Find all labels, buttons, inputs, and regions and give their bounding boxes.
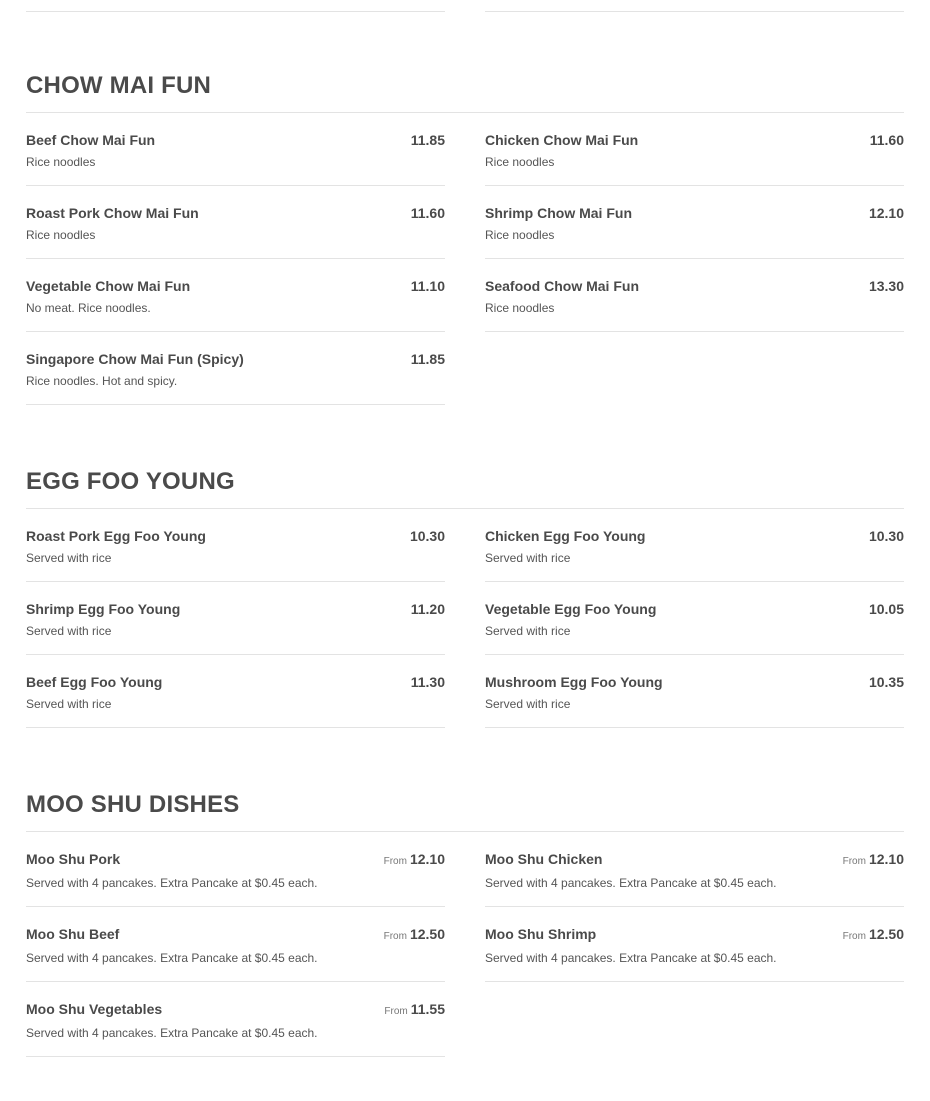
price-from-label: From (842, 856, 866, 867)
item-name: Seafood Chow Mai Fun (485, 278, 639, 294)
item-name: Roast Pork Egg Foo Young (26, 528, 206, 544)
item-description: Rice noodles (485, 155, 555, 169)
item-name: Moo Shu Chicken (485, 851, 603, 867)
menu-item[interactable] (26, 332, 445, 405)
item-price: 11.85 (410, 132, 445, 148)
menu-item[interactable] (485, 582, 904, 655)
menu-section-moo-shu-dishes (26, 791, 904, 1057)
menu-item[interactable] (485, 655, 904, 728)
section-title: CHOW MAI FUN (26, 72, 212, 99)
divider-left (26, 11, 445, 12)
item-name: Moo Shu Shrimp (485, 926, 597, 942)
item-description: Rice noodles. Hot and spicy. (26, 374, 178, 388)
item-name: Mushroom Egg Foo Young (485, 674, 663, 690)
section-title: EGG FOO YOUNG (26, 468, 235, 495)
price-from-label: From (383, 931, 407, 942)
item-price: 11.30 (410, 674, 445, 690)
item-name: Moo Shu Beef (26, 926, 120, 942)
item-price: 10.30 (868, 528, 904, 544)
item-price: 11.85 (410, 351, 445, 367)
item-name: Chicken Chow Mai Fun (485, 132, 639, 148)
item-description: Served with rice (26, 551, 112, 565)
menu-item[interactable] (26, 186, 445, 259)
price-value: 12.50 (868, 926, 904, 942)
item-name: Moo Shu Vegetables (26, 1001, 163, 1017)
menu-item[interactable] (26, 832, 445, 907)
item-name: Beef Chow Mai Fun (26, 132, 156, 148)
price-value: 12.10 (409, 851, 445, 867)
item-price: 10.30 (409, 528, 445, 544)
menu-item-grid (26, 113, 904, 405)
price-from-label: From (842, 931, 866, 942)
item-description: Rice noodles (26, 155, 96, 169)
item-description: Rice noodles (26, 228, 96, 242)
menu-item-grid (26, 832, 904, 1057)
item-price: 11.60 (410, 205, 445, 221)
item-price (384, 851, 445, 867)
menu-item[interactable] (485, 113, 904, 186)
item-description: Served with rice (26, 697, 112, 711)
item-price: 10.35 (868, 674, 904, 690)
item-price (843, 926, 904, 942)
menu-item[interactable] (26, 907, 445, 982)
menu-item[interactable] (26, 113, 445, 186)
item-price: 10.05 (868, 601, 904, 617)
menu-item[interactable] (26, 259, 445, 332)
price-from-label: From (384, 1006, 408, 1017)
item-price (843, 851, 904, 867)
item-name: Shrimp Egg Foo Young (26, 601, 181, 617)
price-from-label: From (383, 856, 407, 867)
item-price: 11.10 (410, 278, 445, 294)
menu-item[interactable] (26, 655, 445, 728)
menu-section-chow-mai-fun (26, 72, 904, 405)
item-name: Roast Pork Chow Mai Fun (26, 205, 199, 221)
item-description: Served with 4 pancakes. Extra Pancake at $0.45 each. (485, 876, 777, 890)
menu-item[interactable] (485, 186, 904, 259)
item-price (384, 1001, 445, 1017)
item-description: Rice noodles (485, 228, 555, 242)
price-value: 12.10 (868, 851, 904, 867)
item-description: Served with rice (485, 697, 571, 711)
item-price: 13.30 (868, 278, 904, 294)
item-name: Beef Egg Foo Young (26, 674, 163, 690)
item-description: Served with rice (26, 624, 112, 638)
item-name: Vegetable Chow Mai Fun (26, 278, 191, 294)
menu-item[interactable] (26, 982, 445, 1057)
item-description: Rice noodles (485, 301, 555, 315)
item-price: 12.10 (868, 205, 904, 221)
divider-right (485, 11, 904, 12)
previous-section-divider (26, 11, 904, 12)
section-title: MOO SHU DISHES (26, 791, 240, 818)
item-description: Served with 4 pancakes. Extra Pancake at $0.45 each. (26, 951, 318, 965)
item-name: Vegetable Egg Foo Young (485, 601, 657, 617)
item-description: Served with rice (485, 624, 571, 638)
menu-item[interactable] (485, 259, 904, 332)
item-description: Served with rice (485, 551, 571, 565)
menu-item[interactable] (485, 832, 904, 907)
price-value: 12.50 (409, 926, 445, 942)
price-value: 11.55 (410, 1001, 445, 1017)
item-name: Singapore Chow Mai Fun (Spicy) (26, 351, 244, 367)
menu-item[interactable] (485, 907, 904, 982)
menu-item-grid (26, 509, 904, 728)
menu-item[interactable] (485, 509, 904, 582)
item-name: Chicken Egg Foo Young (485, 528, 646, 544)
item-description: Served with 4 pancakes. Extra Pancake at $0.45 each. (26, 1026, 318, 1040)
item-price (384, 926, 445, 942)
item-description: Served with 4 pancakes. Extra Pancake at $0.45 each. (26, 876, 318, 890)
menu-item[interactable] (26, 582, 445, 655)
item-name: Shrimp Chow Mai Fun (485, 205, 632, 221)
item-description: No meat. Rice noodles. (26, 301, 151, 315)
menu-item[interactable] (26, 509, 445, 582)
item-name: Moo Shu Pork (26, 851, 121, 867)
item-description: Served with 4 pancakes. Extra Pancake at $0.45 each. (485, 951, 777, 965)
menu-section-egg-foo-young (26, 468, 904, 728)
item-price: 11.60 (869, 132, 904, 148)
item-price: 11.20 (410, 601, 445, 617)
